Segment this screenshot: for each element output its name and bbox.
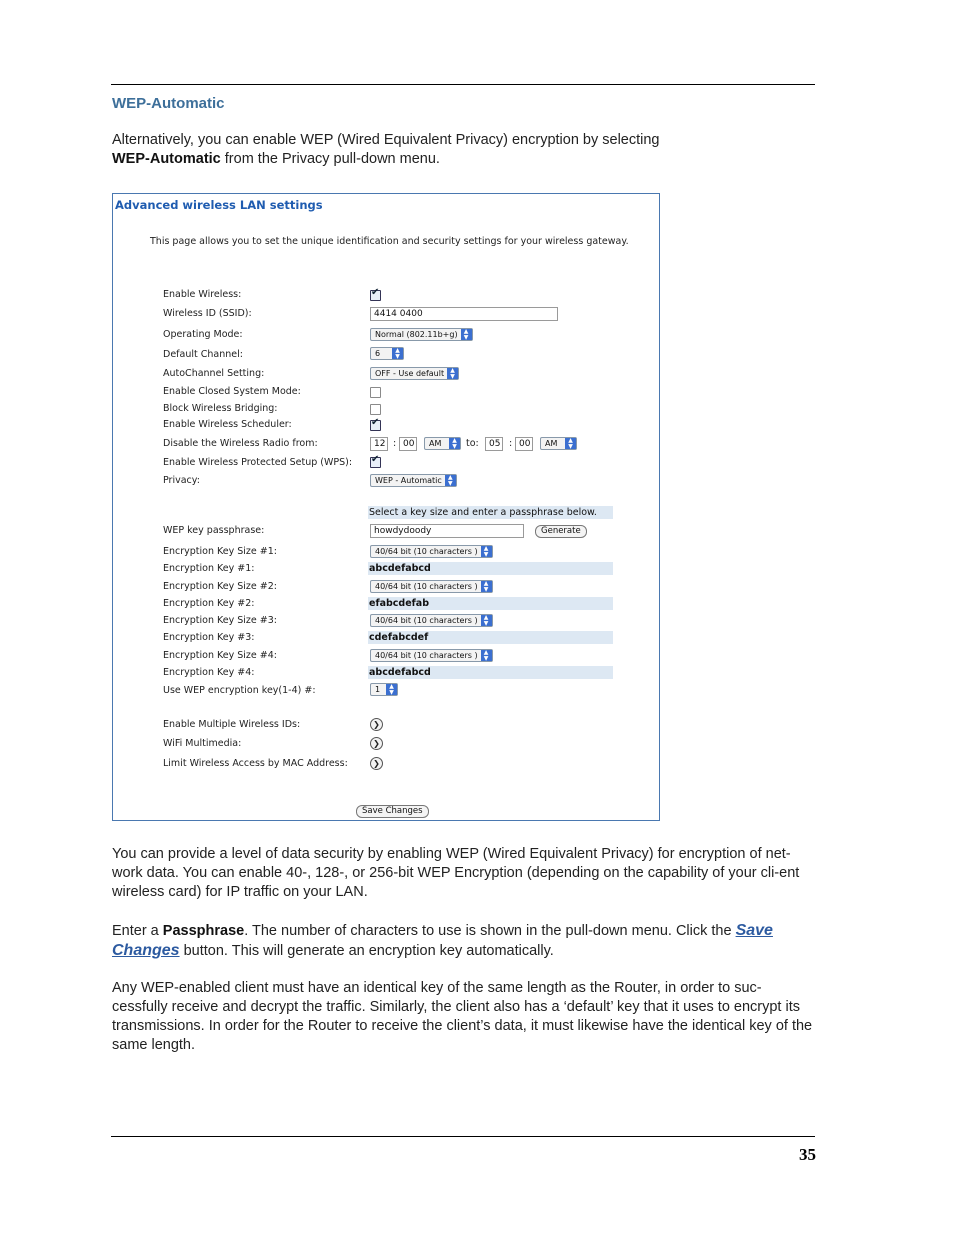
to-ampm-value: AM [545,439,558,448]
label-key-size-2: Encryption Key Size #2: [163,581,277,592]
label-disable-radio: Disable the Wireless Radio from: [163,438,318,449]
time-colon: : [393,438,397,449]
intro-rest: from the Privacy pull-down menu. [220,151,440,167]
key-3-value: cdefabcdef [369,632,429,643]
label-autochannel: AutoChannel Setting: [163,368,265,379]
label-key-size-1: Encryption Key Size #1: [163,546,277,557]
label-ssid: Wireless ID (SSID): [163,308,252,319]
save-link-part2[interactable]: Changes [112,942,180,959]
updown-arrow-icon: ▲ ▼ [565,438,576,449]
updown-arrow-icon: ▲ ▼ [481,581,492,592]
updown-arrow-icon: ▲ ▼ [447,368,458,379]
wifi-multimedia-arrow-icon[interactable]: ❯ [370,737,383,750]
from-ampm-select[interactable] [424,437,461,450]
to-minute-input[interactable]: 00 [515,437,533,451]
paragraph-wep-security [112,845,816,902]
from-ampm-value: AM [429,439,442,448]
passphrase-input[interactable]: howdydoody [370,524,524,538]
label-use-key: Use WEP encryption key(1-4) #: [163,685,316,696]
updown-arrow-icon: ▲ ▼ [481,615,492,626]
para3-bold: Passphrase [162,923,245,939]
label-wps: Enable Wireless Protected Setup (WPS): [163,457,353,468]
key-size-2-value: 40/64 bit (10 characters ) [375,582,478,591]
label-enable-wireless: Enable Wireless: [163,289,242,300]
updown-arrow-icon: ▲ ▼ [449,438,460,449]
para3-before: Enter a [112,923,163,939]
paragraph-wep-security-text: You can provide a level of data security by enabling WEP (Wired Equivalent Privacy) for encryption of net-work data. You can enable 40-, 128-, or 256-bit WEP Encryption (depending on the capability of your cli-ent wireless card) for IP traffic on your LAN. [112,846,800,900]
use-key-value: 1 [375,685,381,694]
key-size-1-select[interactable] [370,545,493,558]
label-passphrase: WEP key passphrase: [163,525,265,536]
key-4-value: abcdefabcd [369,667,431,678]
generate-button[interactable]: Generate [535,525,587,538]
updown-arrow-icon: ▲ ▼ [481,546,492,557]
operating-mode-select[interactable] [370,328,473,341]
label-default-channel: Default Channel: [163,349,243,360]
label-key-size-3: Encryption Key Size #3: [163,615,277,626]
enable-wireless-checkbox[interactable] [370,290,381,301]
updown-arrow-icon: ▲ ▼ [392,348,403,359]
ssid-input[interactable]: 4414 0400 [370,307,558,321]
label-key-size-4: Encryption Key Size #4: [163,650,277,661]
label-operating-mode: Operating Mode: [163,329,243,340]
label-scheduler: Enable Wireless Scheduler: [163,419,292,430]
updown-arrow-icon: ▲ ▼ [445,475,456,486]
settings-title: Advanced wireless LAN settings [115,198,323,212]
autochannel-value: OFF - Use default [375,369,445,378]
operating-mode-value: Normal (802.11b+g) [375,330,458,339]
time-colon: : [509,438,513,449]
key-size-1-value: 40/64 bit (10 characters ) [375,547,478,556]
label-key-4: Encryption Key #4: [163,667,255,678]
key-size-4-value: 40/64 bit (10 characters ) [375,651,478,660]
privacy-value: WEP - Automatic [375,476,442,485]
label-privacy: Privacy: [163,475,200,486]
intro-line: Alternatively, you can enable WEP (Wired Equivalent Privacy) encryption by selecting [112,132,660,148]
paragraph-client-keys [112,979,816,1055]
intro-paragraph [112,131,816,169]
settings-screenshot [112,193,660,821]
top-rule [111,84,815,85]
default-channel-select[interactable] [370,347,404,360]
key-size-4-select[interactable] [370,649,493,662]
label-key-3: Encryption Key #3: [163,632,255,643]
key-hint-text: Select a key size and enter a passphrase below. [369,507,597,518]
closed-system-checkbox[interactable] [370,387,381,398]
para3-middle: . The number of characters to use is shown in the pull-down menu. Click the [244,923,736,939]
updown-arrow-icon: ▲ ▼ [461,329,472,340]
autochannel-select[interactable] [370,367,459,380]
save-link-part1[interactable]: Save [735,922,773,939]
use-key-select[interactable] [370,683,398,696]
default-channel-value: 6 [375,349,381,358]
para3-after: button. This will generate an encryption key automatically. [179,943,554,959]
multiple-ids-arrow-icon[interactable]: ❯ [370,718,383,731]
scheduler-checkbox[interactable] [370,420,381,431]
key-2-value: efabcdefab [369,598,430,609]
paragraph-passphrase [112,921,816,961]
settings-description: This page allows you to set the unique identification and security settings for your wireless gateway. [150,236,629,247]
paragraph-client-keys-text: Any WEP-enabled client must have an identical key of the same length as the Router, in order to suc-cessfully receive and decrypt the traffic. Similarly, the client also has a ‘default’ key that it uses to encrypt its transmissions. In order for the Router to receive the client’s data, it must likewise have the identical key of the same length. [112,980,813,1053]
updown-arrow-icon: ▲ ▼ [481,650,492,661]
label-key-2: Encryption Key #2: [163,598,255,609]
label-key-1: Encryption Key #1: [163,563,255,574]
privacy-select[interactable] [370,474,457,487]
key-1-value: abcdefabcd [369,563,431,574]
mac-limit-arrow-icon[interactable]: ❯ [370,757,383,770]
updown-arrow-icon: ▲ ▼ [386,684,397,695]
key-size-3-select[interactable] [370,614,493,627]
page-number: 35 [799,1145,816,1164]
label-closed-system: Enable Closed System Mode: [163,386,301,397]
label-multiple-ids: Enable Multiple Wireless IDs: [163,719,301,730]
key-size-2-select[interactable] [370,580,493,593]
from-hour-input[interactable]: 12 [370,437,388,451]
to-hour-input[interactable]: 05 [485,437,503,451]
wps-checkbox[interactable] [370,457,381,468]
label-wifi-multimedia: WiFi Multimedia: [163,738,242,749]
section-title: WEP-Automatic [112,95,225,112]
from-minute-input[interactable]: 00 [399,437,417,451]
to-label: to: [466,438,479,449]
bottom-rule [111,1136,815,1137]
key-size-3-value: 40/64 bit (10 characters ) [375,616,478,625]
save-changes-button[interactable]: Save Changes [356,805,429,818]
block-bridging-checkbox[interactable] [370,404,381,415]
label-block-bridging: Block Wireless Bridging: [163,403,278,414]
label-mac-limit: Limit Wireless Access by MAC Address: [163,758,348,769]
intro-bold: WEP-Automatic [112,151,221,167]
to-ampm-select[interactable] [540,437,577,450]
